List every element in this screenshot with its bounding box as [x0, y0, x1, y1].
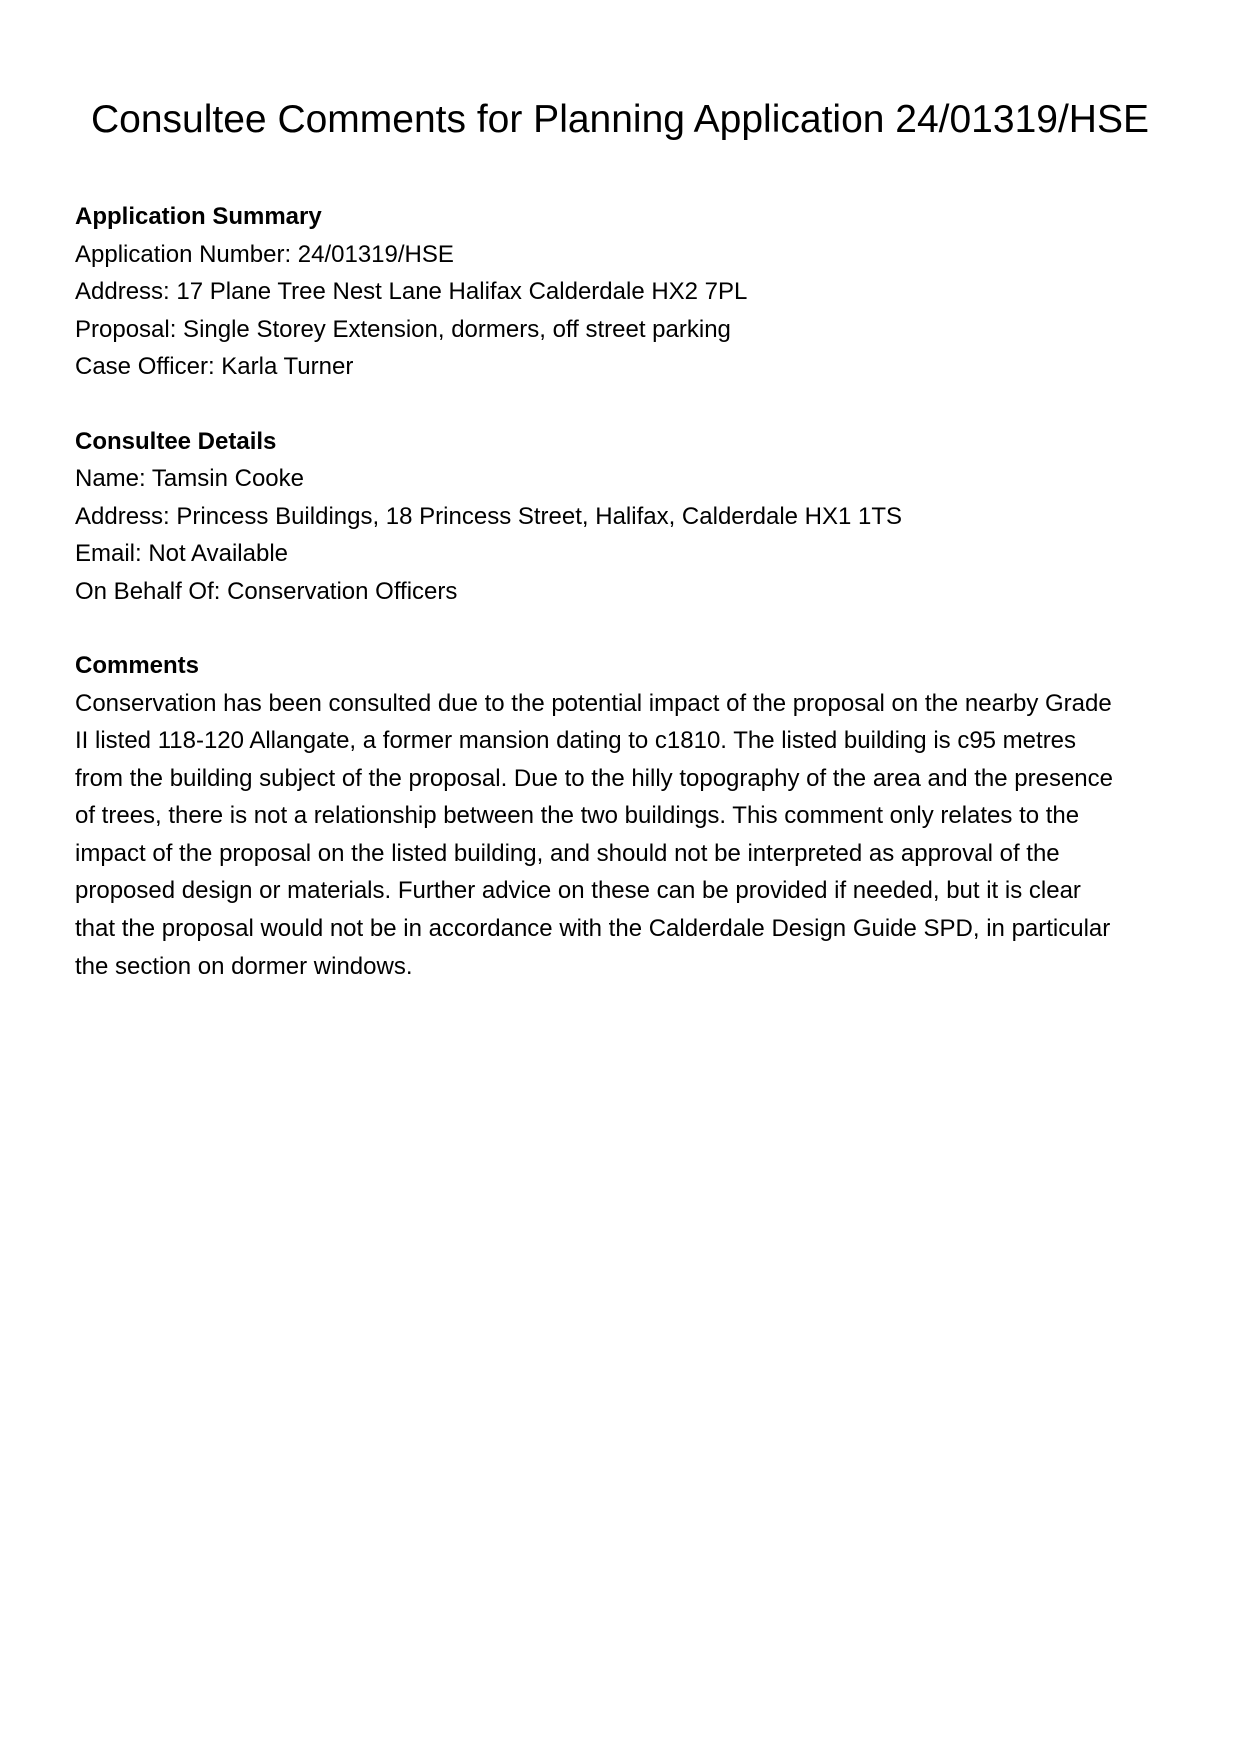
- consultee-on-behalf-of: On Behalf Of: Conservation Officers: [75, 577, 458, 605]
- comments-body: [75, 685, 1165, 986]
- comment-line: that the proposal would not be in accordance with the Calderdale Design Guide SPD, in particular: [75, 915, 1111, 943]
- comment-line: the section on dormer windows.: [75, 952, 413, 980]
- application-proposal: Proposal: Single Storey Extension, dormers, off street parking: [75, 315, 731, 343]
- comment-line: proposed design or materials. Further advice on these can be provided if needed, but it is clear: [75, 877, 1081, 905]
- consultee-details-heading: Consultee Details: [75, 427, 277, 455]
- comments-heading: Comments: [75, 652, 200, 679]
- comment-line: of trees, there is not a relationship between the two buildings. This comment only relates to the: [75, 802, 1080, 830]
- application-summary-section: [75, 198, 1165, 386]
- consultee-details-section: [75, 423, 1165, 611]
- comment-line: Conservation has been consulted due to the potential impact of the proposal on the nearby Grade: [75, 689, 1112, 717]
- consultee-address: Address: Princess Buildings, 18 Princess Street, Halifax, Calderdale HX1 1TS: [75, 502, 903, 530]
- case-officer: Case Officer: Karla Turner: [75, 353, 354, 380]
- application-summary-heading: Application Summary: [75, 203, 322, 230]
- comment-line: from the building subject of the proposal. Due to the hilly topography of the area and the presence: [75, 764, 1113, 792]
- consultee-email: Email: Not Available: [75, 540, 288, 567]
- comment-line: impact of the proposal on the listed building, and should not be interpreted as approval of the: [75, 839, 1060, 867]
- document-title: Consultee Comments for Planning Application 24/01319/HSE: [91, 98, 1149, 141]
- application-number: Application Number: 24/01319/HSE: [75, 240, 454, 268]
- comments-section: [75, 647, 1165, 985]
- comment-line: II listed 118-120 Allangate, a former mansion dating to c1810. The listed building is c95 metres: [75, 727, 1077, 755]
- document-body: [75, 198, 1165, 1022]
- application-address: Address: 17 Plane Tree Nest Lane Halifax Calderdale HX2 7PL: [75, 278, 748, 305]
- consultee-name: Name: Tamsin Cooke: [75, 465, 304, 492]
